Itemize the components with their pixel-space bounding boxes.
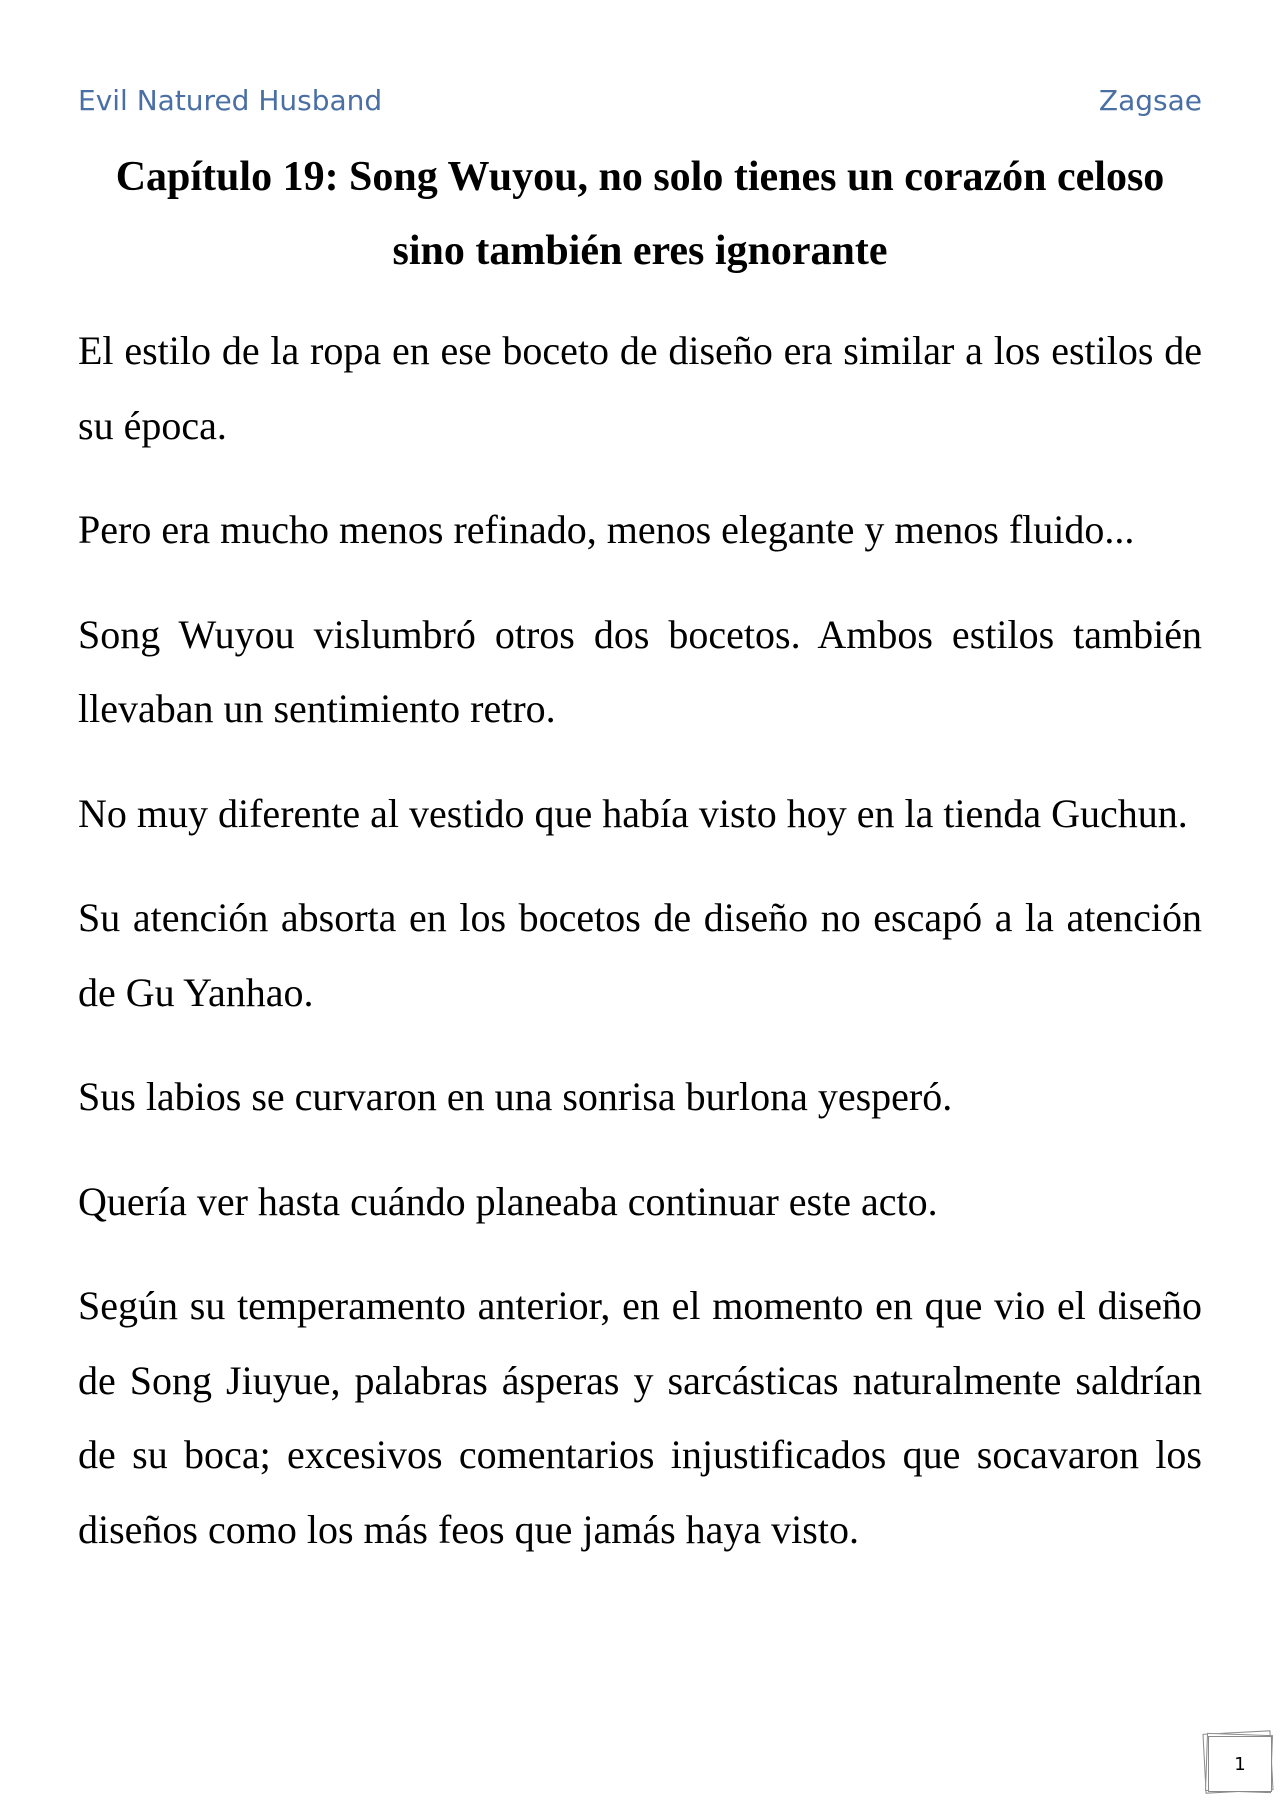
chapter-title: Capítulo 19: Song Wuyou, no solo tienes un corazón celoso sino también eres ignorante — [115, 154, 1165, 274]
paragraph: Quería ver hasta cuándo planeaba continuar este acto. — [78, 1178, 938, 1224]
paragraph: Su atención absorta en los bocetos de diseño no escapó a la atención de Gu Yanhao. — [78, 895, 1202, 1015]
page-number-badge — [1202, 1732, 1274, 1794]
paragraph: No muy diferente al vestido que había visto hoy en la tienda Guchun. — [78, 790, 1188, 836]
chapter-body — [78, 314, 1202, 1597]
page-number: 1 — [1208, 1736, 1272, 1792]
paragraph: Pero era mucho menos refinado, menos elegante y menos fluido... — [78, 507, 1135, 552]
header-book-title: Evil Natured Husband — [78, 83, 383, 117]
paragraph: Song Wuyou vislumbró otros dos bocetos. Ambos estilos también llevaban un sentimiento retro. — [78, 611, 1202, 731]
paragraph: El estilo de la ropa en ese boceto de diseño era similar a los estilos de su época. — [78, 328, 1202, 448]
header-author: Zagsae — [1098, 83, 1202, 117]
paragraph: Según su temperamento anterior, en el momento en que vio el diseño de Song Jiuyue, palabras ásperas y sarcásticas naturalmente saldrían de su boca; excesivos comentarios injustificados que socavaron los diseños como los más feos que jamás haya visto. — [78, 1283, 1202, 1552]
paragraph: Sus labios se curvaron en una sonrisa burlona yesperó. — [78, 1074, 953, 1119]
page-header — [78, 78, 1202, 122]
